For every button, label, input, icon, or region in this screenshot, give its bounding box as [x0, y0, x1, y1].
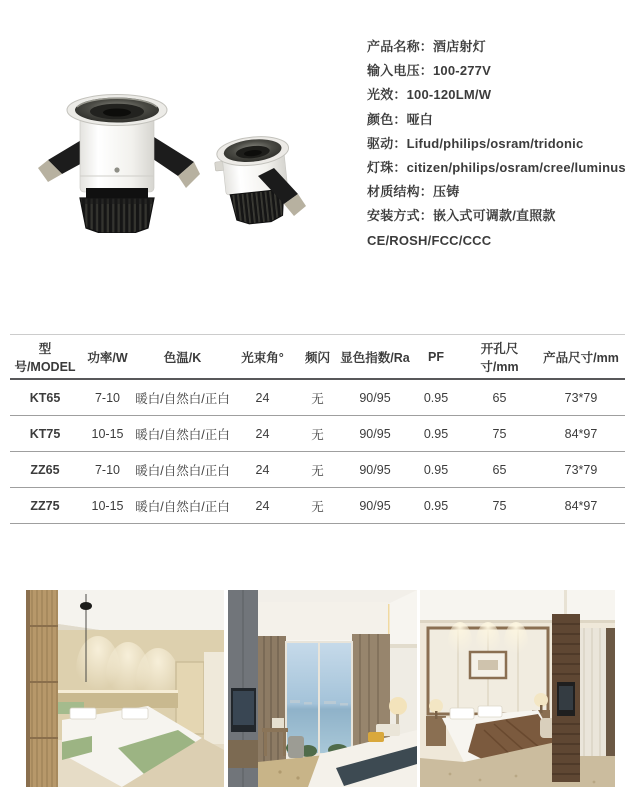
recessed-spotlight-tilted-icon [200, 118, 310, 230]
cell-cct: 暖白/自然白/正白 [135, 463, 230, 478]
cell-cutout-size: 75 [492, 498, 507, 513]
cell-power: 10-15 [91, 426, 124, 441]
cell-power: 7-10 [94, 390, 121, 405]
cell-pf: 0.95 [423, 390, 449, 405]
cell-model: ZZ75 [30, 498, 60, 513]
table-row [10, 488, 625, 524]
spec-driver: 驱动：Lifud/philips/osram/tridonic [367, 135, 584, 151]
room-photo-seaview [228, 590, 417, 787]
cell-cutout-size: 65 [492, 462, 507, 477]
col-header-model: 型号/MODEL [14, 341, 76, 374]
room-photo-twin [26, 590, 224, 787]
cell-cutout-size: 65 [492, 390, 507, 405]
cell-model: KT65 [29, 390, 61, 405]
cell-product-size: 73*79 [564, 462, 598, 477]
cell-flicker: 无 [311, 427, 324, 442]
col-header-cri: 显色指数/Ra [340, 350, 410, 365]
cell-cct: 暖白/自然白/正白 [135, 499, 230, 514]
cell-beam-angle: 24 [255, 498, 270, 513]
col-header-flicker: 频闪 [304, 350, 330, 365]
cell-flicker: 无 [311, 499, 324, 514]
cell-cri: 90/95 [359, 498, 391, 513]
cell-beam-angle: 24 [255, 426, 270, 441]
cell-cutout-size: 75 [492, 426, 507, 441]
product-image-main [28, 58, 203, 233]
cell-power: 7-10 [94, 462, 121, 477]
cell-product-size: 73*79 [564, 390, 598, 405]
col-header-power: 功率/W [87, 350, 128, 365]
room-photo-double [420, 590, 615, 787]
spec-efficacy: 光效：100-120LM/W [367, 87, 492, 103]
spec-input-voltage: 输入电压：100-277V [367, 63, 491, 79]
spec-mounting: 安装方式：嵌入式可调款/直照款 [367, 208, 556, 224]
hotel-seaview-room-image [228, 590, 417, 787]
cell-cct: 暖白/自然白/正白 [135, 427, 230, 442]
table-header-row [10, 334, 625, 380]
spec-material: 材质结构：压铸 [367, 184, 460, 200]
table-row [10, 380, 625, 416]
application-photo-strip [0, 590, 631, 787]
product-spec-list [367, 35, 627, 253]
cell-beam-angle: 24 [255, 390, 270, 405]
spec-product-name: 产品名称：酒店射灯 [367, 39, 486, 54]
cell-cri: 90/95 [359, 462, 391, 477]
cell-pf: 0.95 [423, 498, 449, 513]
cell-model: KT75 [29, 426, 61, 441]
cell-product-size: 84*97 [564, 426, 598, 441]
cell-pf: 0.95 [423, 462, 449, 477]
recessed-spotlight-front-icon [28, 58, 203, 233]
hotel-twin-room-image [26, 590, 224, 787]
cell-power: 10-15 [91, 498, 124, 513]
col-header-beam-angle: 光束角° [241, 350, 284, 365]
model-spec-table [10, 334, 625, 524]
cell-cri: 90/95 [359, 426, 391, 441]
col-header-pf: PF [428, 349, 444, 364]
cell-flicker: 无 [311, 463, 324, 478]
cell-product-size: 84*97 [564, 498, 598, 513]
cell-model: ZZ65 [30, 462, 60, 477]
cell-cct: 暖白/自然白/正白 [135, 391, 230, 406]
spec-color: 颜色：哑白 [367, 111, 434, 127]
table-row [10, 416, 625, 452]
col-header-product-size: 产品尺寸/mm [543, 350, 619, 365]
cell-pf: 0.95 [423, 426, 449, 441]
product-image-angle [200, 118, 310, 230]
spec-certifications: CE/ROSH/FCC/CCC [367, 232, 492, 248]
cell-beam-angle: 24 [255, 462, 270, 477]
cell-flicker: 无 [311, 391, 324, 406]
spec-led-chip: 灯珠：citizen/philips/osram/cree/luminus [367, 159, 626, 175]
col-header-cutout-size: 开孔尺寸/mm [480, 341, 519, 374]
table-row [10, 452, 625, 488]
col-header-cct: 色温/K [163, 350, 202, 365]
hotel-double-room-image [420, 590, 615, 787]
cell-cri: 90/95 [359, 390, 391, 405]
